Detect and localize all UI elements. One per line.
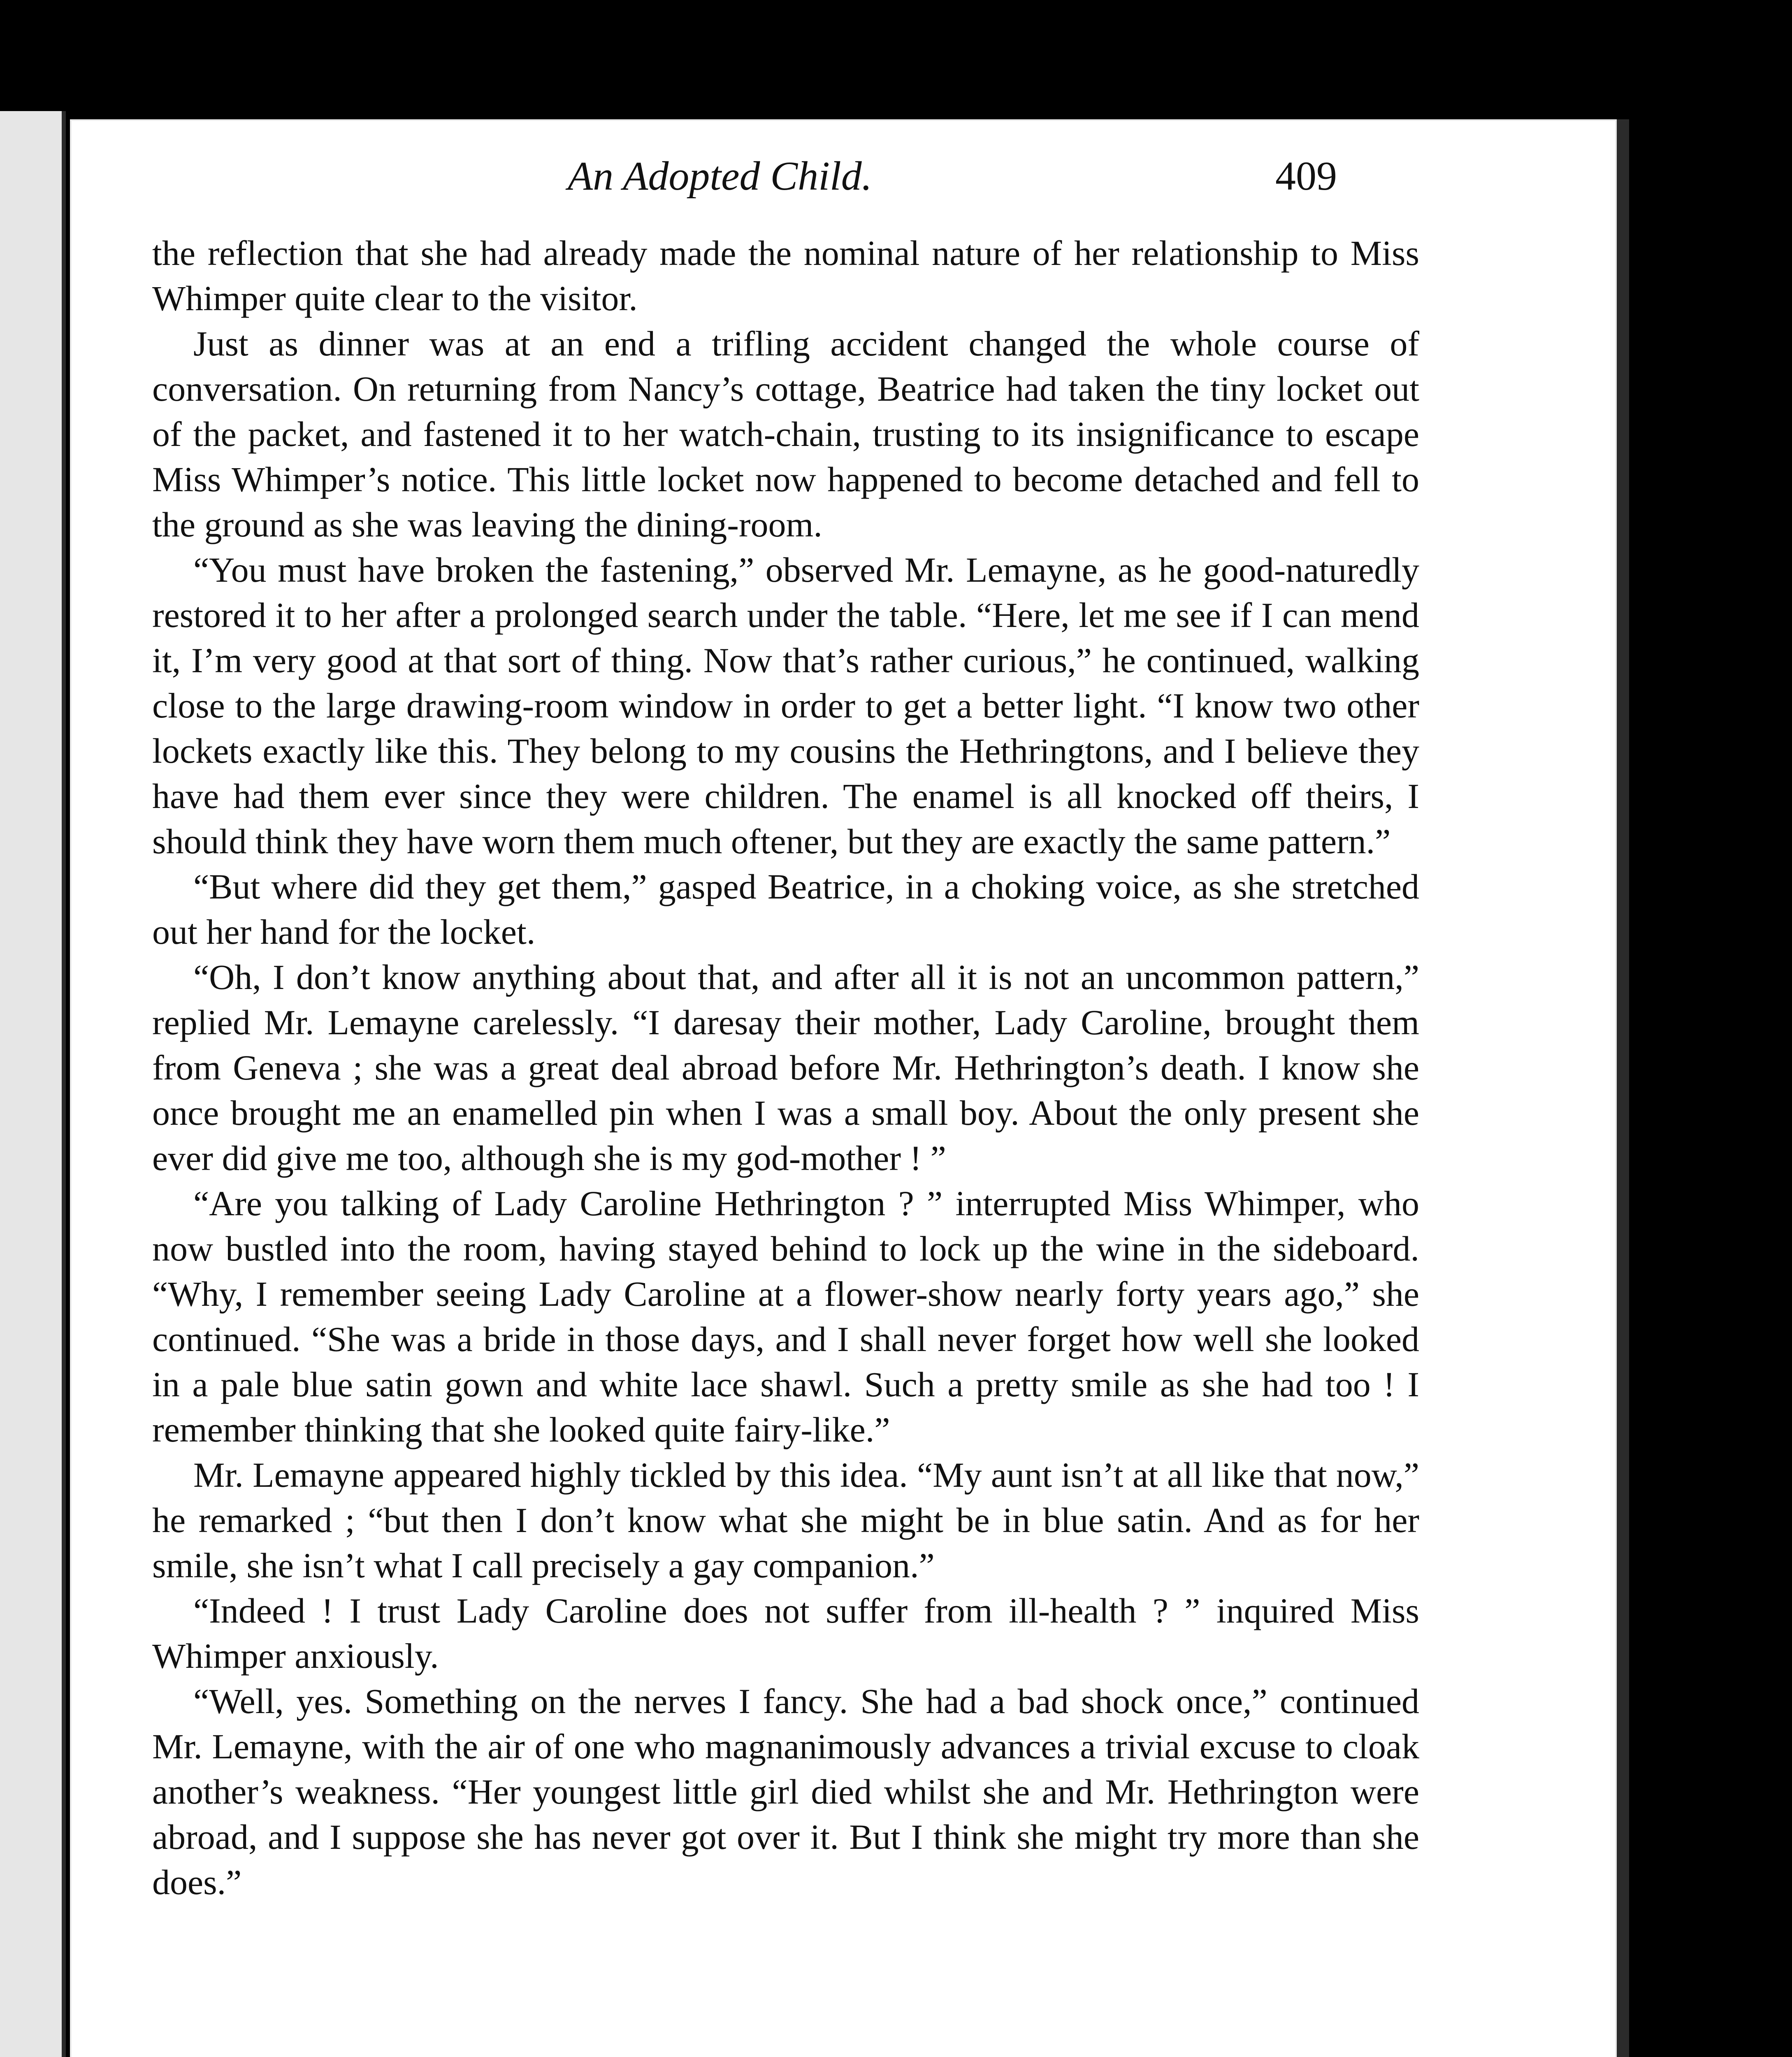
paragraph: Mr. Lemayne appeared highly tickled by this idea. “My aunt isn’t at all like that now,” he remarked ; “but then I don’t know what she might be in blue satin. And as for her smile, she isn’t what I call precisely a gay companion.”: [152, 1455, 1419, 1585]
page-number: 409: [1275, 153, 1337, 199]
paragraph: “Oh, I don’t know anything about that, and after all it is not an uncommon pattern,” replied Mr. Lemayne carelessly. “I daresay their mother, Lady Caroline, brought them from Geneva ; she was a great deal abroad before Mr. Hethrington’s death. I know she once brought me an enamelled pin when I was a small boy. About the only present she ever did give me too, although she is my god-mother ! ”: [152, 957, 1419, 1178]
body-text: [152, 230, 1419, 1905]
running-head: An Adopted Child.: [568, 153, 872, 199]
paragraph: “Well, yes. Something on the nerves I fancy. She had a bad shock once,” continued Mr. Lemayne, with the air of one who magnanimously advances a trivial excuse to cloak another’s weakness. “Her youngest little girl died whilst she and Mr. Hethrington were abroad, and I suppose she has never got over it. But I think she might try more than she does.”: [152, 1681, 1419, 1902]
paragraph: “You must have broken the fastening,” observed Mr. Lemayne, as he good-naturedly restored it to her after a prolonged search under the table. “Here, let me see if I can mend it, I’m very good at that sort of thing. Now that’s rather curious,” he continued, walking close to the large drawing-room window in order to get a better light. “I know two other lockets exactly like this. They belong to my cousins the Hethringtons, and I believe they have had them ever since they were children. The enamel is all knocked off theirs, I should think they have worn them much oftener, but they are exactly the same pattern.”: [152, 550, 1419, 861]
paragraph: “But where did they get them,” gasped Beatrice, in a choking voice, as she stretched out her hand for the locket.: [152, 867, 1419, 952]
paragraph: Just as dinner was at an end a trifling accident changed the whole course of conversation. On returning from Nancy’s cottage, Beatrice had taken the tiny locket out of the packet, and fastened it to her watch-chain, trusting to its insignificance to escape Miss Whimper’s notice. This little locket now happened to become detached and fell to the ground as she was leaving the dining-room.: [152, 324, 1419, 544]
previous-page-edge: [0, 111, 66, 2057]
paragraph: the reflection that she had already made the nominal nature of her relationship to Miss Whimper quite clear to the visitor.: [152, 233, 1419, 318]
paragraph: “Indeed ! I trust Lady Caroline does not suffer from ill-health ? ” inquired Miss Whimper anxiously.: [152, 1591, 1419, 1676]
paragraph: “Are you talking of Lady Caroline Hethrington ? ” interrupted Miss Whimper, who now bustled into the room, having stayed behind to lock up the wine in the sideboard. “Why, I remember seeing Lady Caroline at a flower-show nearly forty years ago,” she continued. “She was a bride in those days, and I shall never forget how well she looked in a pale blue satin gown and white lace shawl. Such a pretty smile as she had too ! I remember thinking that she looked quite fairy-like.”: [152, 1184, 1419, 1449]
